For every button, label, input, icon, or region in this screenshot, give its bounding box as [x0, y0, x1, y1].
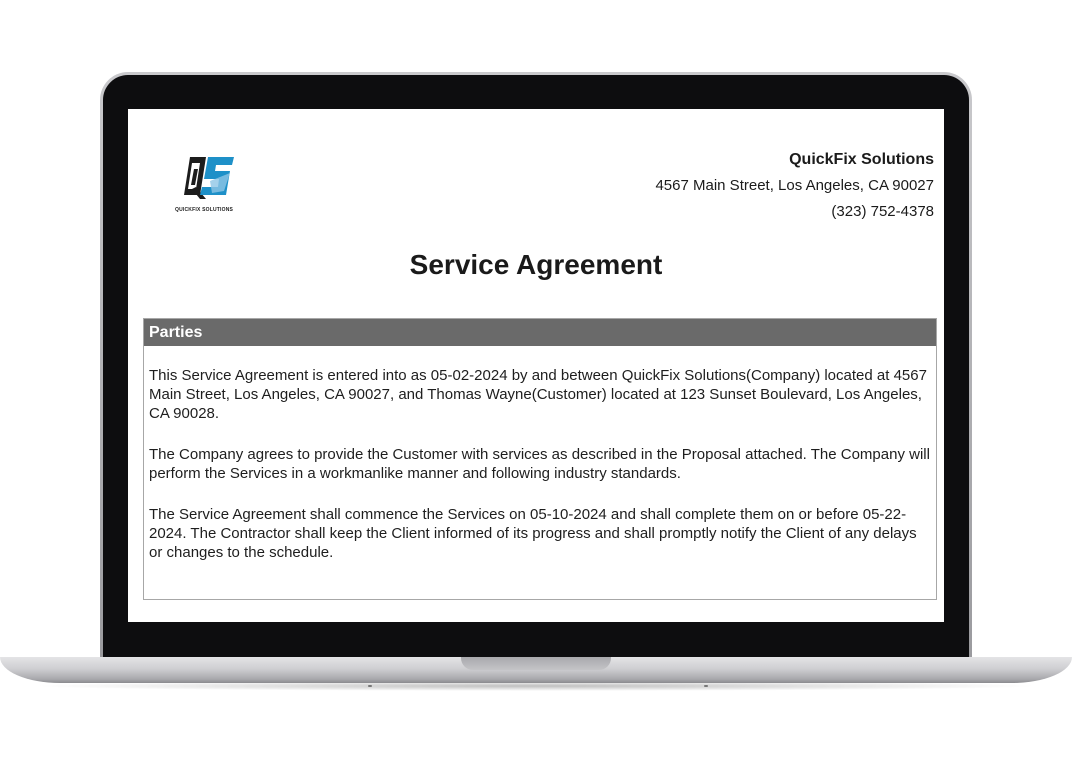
- paragraph: The Service Agreement shall commence the Services on 05-10-2024 and shall complete them on or before 05-22-2024. The Contractor shall keep the Client informed of its progress and shall promptly notify the Client of any delays or changes to the schedule.: [149, 506, 917, 561]
- paragraph: This Service Agreement is entered into as 05-02-2024 by and between QuickFix Solutions(Company) located at 4567 Main Street, Los Angeles, CA 90027, and Thomas Wayne(Customer) located at 123 Sunset Boulevard, Los Angeles, CA 90028.: [149, 367, 927, 422]
- laptop-foot: [704, 685, 708, 687]
- logo-wordmark: QUICKFIX SOLUTIONS: [175, 207, 234, 213]
- company-address: 4567 Main Street, Los Angeles, CA 90027: [655, 177, 934, 194]
- company-info: [655, 147, 934, 225]
- company-name: QuickFix Solutions: [789, 151, 934, 168]
- paragraph: The Company agrees to provide the Customer with services as described in the Proposal attached. The Company will perform the Services in a workmanlike manner and following industry standards.: [149, 446, 930, 482]
- company-phone: (323) 752-4378: [831, 203, 934, 220]
- parties-section: [143, 318, 937, 600]
- laptop-screen: [128, 109, 944, 622]
- laptop-opening-notch: [461, 657, 611, 670]
- document-title: Service Agreement: [409, 249, 663, 280]
- company-logo: [172, 151, 252, 219]
- laptop-foot: [368, 685, 372, 687]
- section-header: Parties: [144, 319, 936, 346]
- section-body: [144, 346, 936, 562]
